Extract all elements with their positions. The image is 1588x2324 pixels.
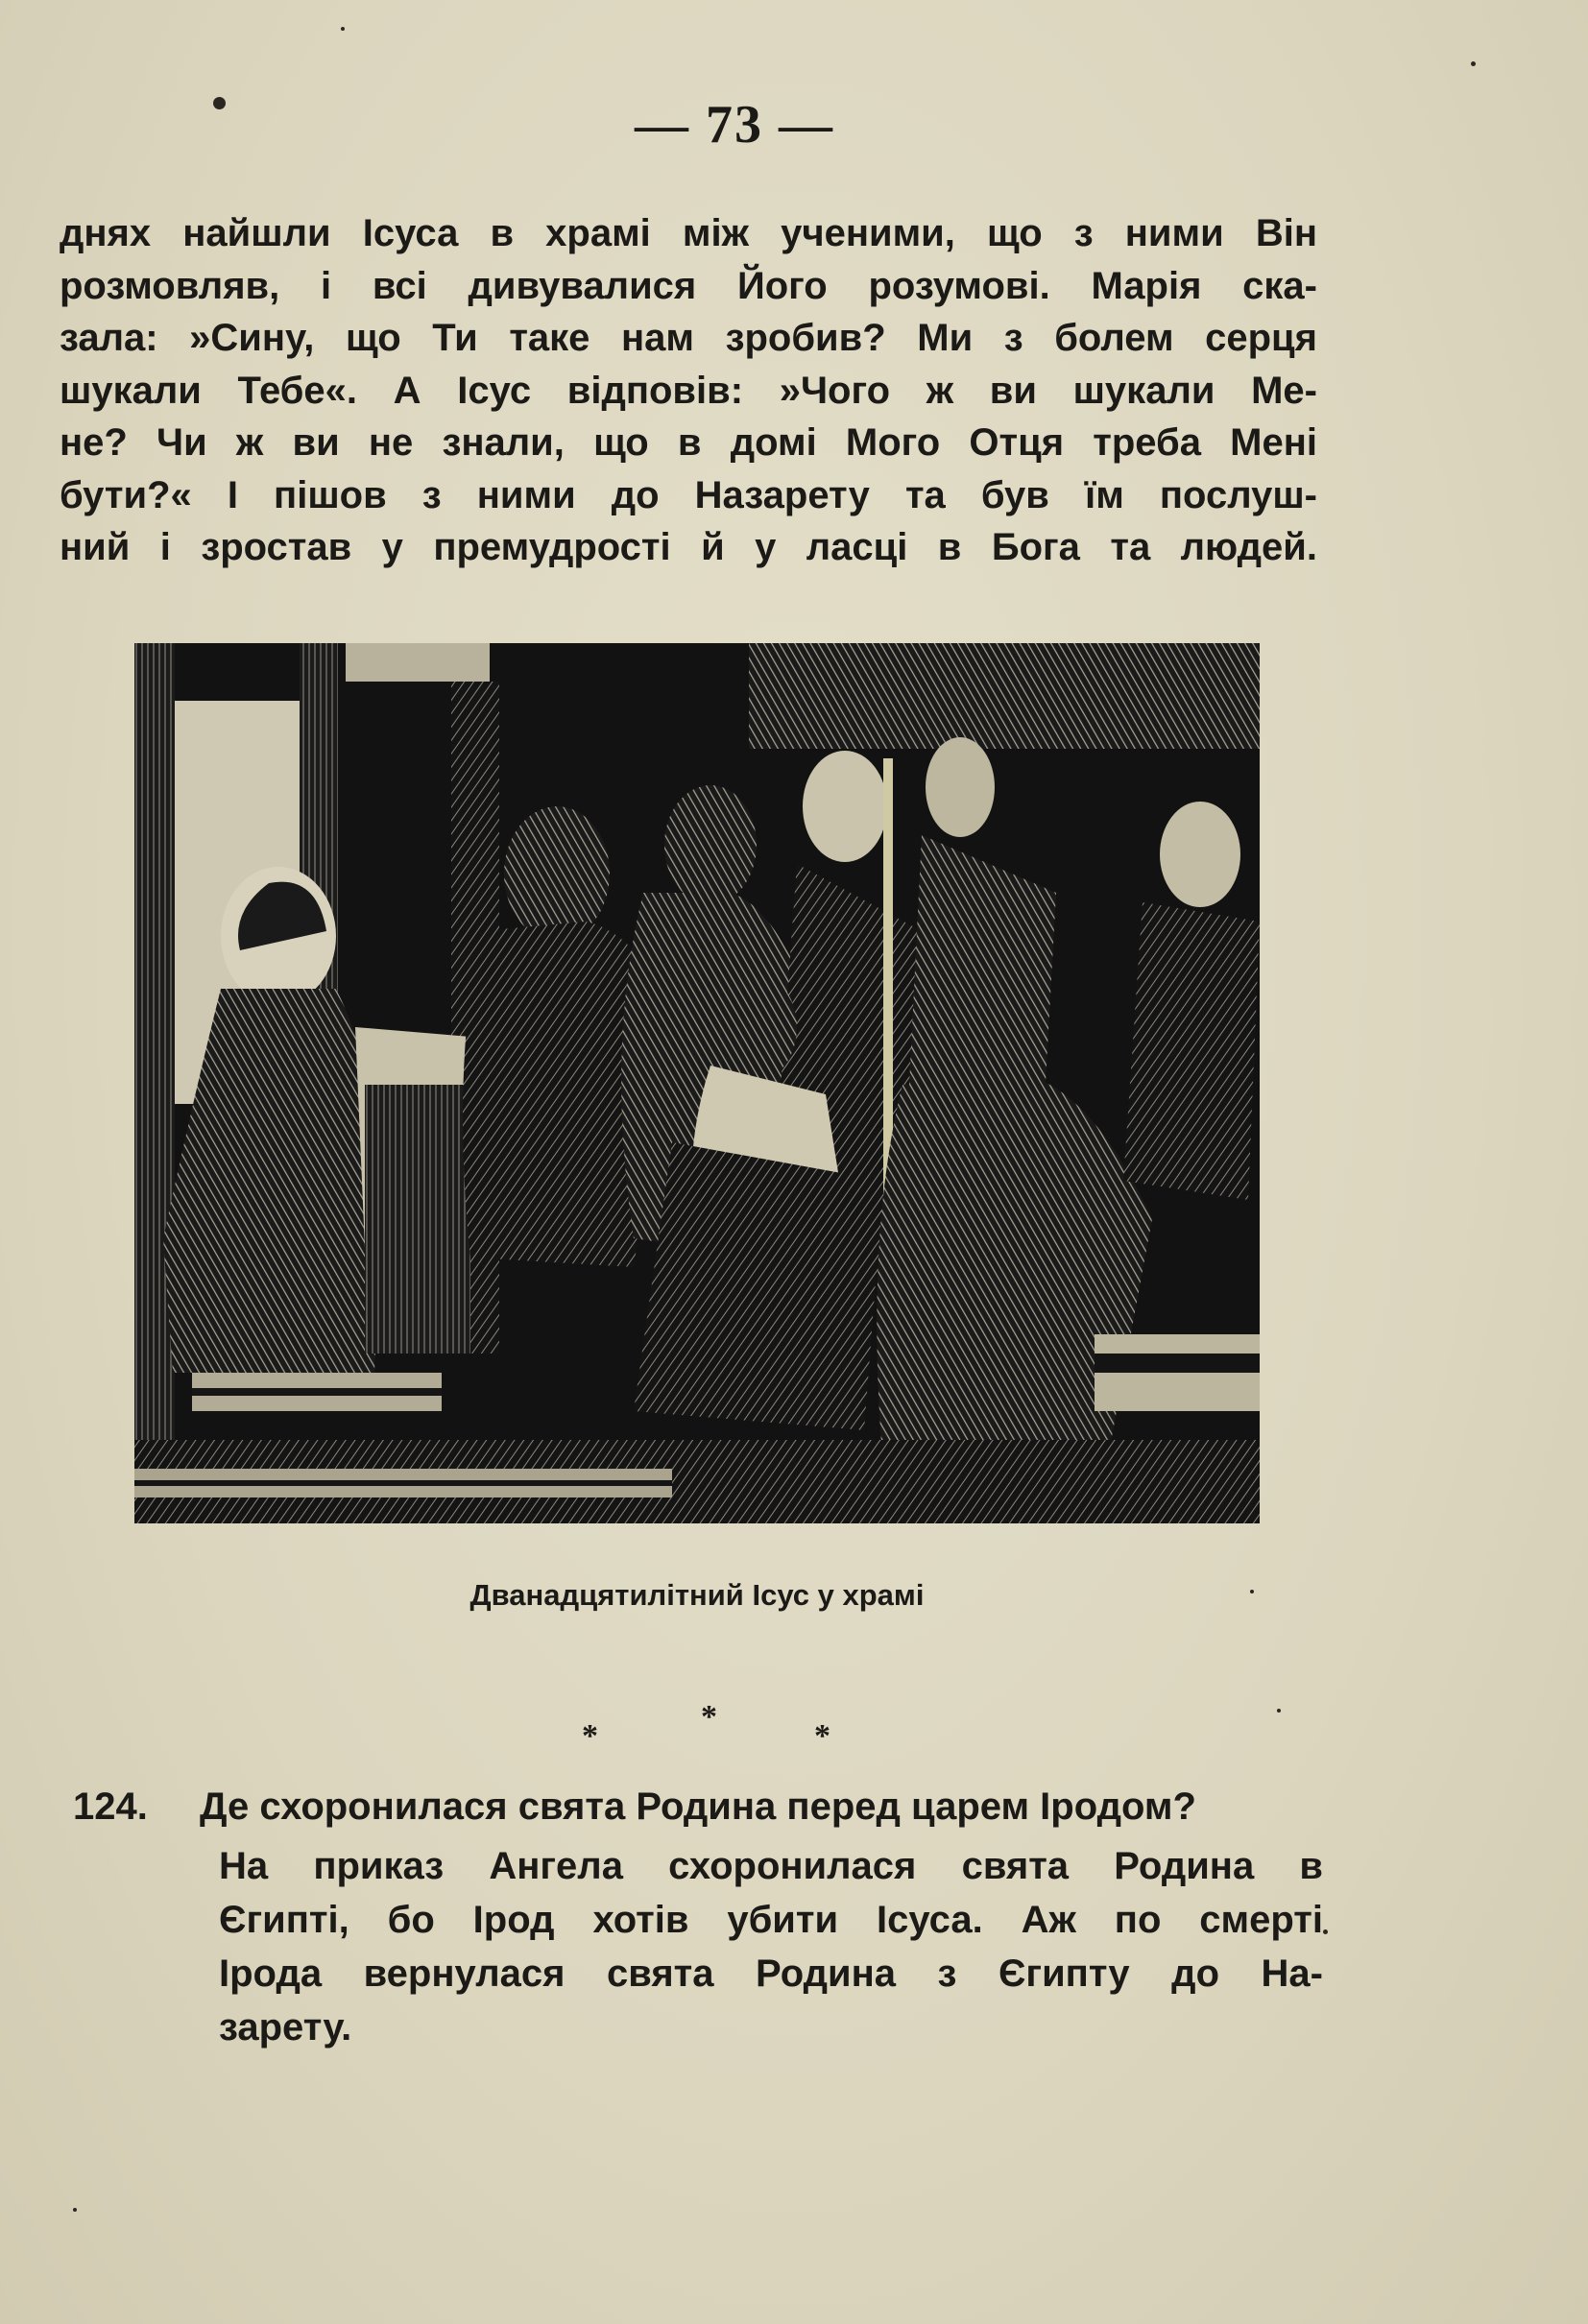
- answer-paragraph: [219, 1839, 1323, 2054]
- engraving-illustration: [134, 643, 1260, 1523]
- dust-speck: [1277, 1709, 1281, 1713]
- answer-line: На приказ Ангела схоронилася свята Родина в: [219, 1845, 1323, 1887]
- paragraph-line: шукали Тебе«. А Ісус відповів: »Чого ж ви шукали Ме-: [60, 369, 1317, 412]
- question-text: Де схоронилася свята Родина перед царем Іродом?: [200, 1785, 1196, 1828]
- answer-line: зарету.: [219, 2006, 352, 2048]
- paragraph-line: не? Чи ж ви не знали, що в домі Мого Отця треба Мені: [60, 421, 1317, 464]
- dust-speck: [73, 2208, 77, 2212]
- separator-star: *: [582, 1718, 598, 1754]
- separator-star: *: [701, 1699, 717, 1735]
- answer-line: Єгипті, бо Ірод хотів убити Ісуса. Аж по смерті: [219, 1899, 1323, 1941]
- paragraph-line: бути?« І пішов з ними до Назарету та був їм послуш-: [60, 473, 1317, 516]
- dust-speck: [1471, 61, 1476, 66]
- dust-speck: [1323, 1929, 1328, 1934]
- answer-line: Ірода вернулася свята Родина з Єгипту до На-: [219, 1953, 1323, 1995]
- section-separator: [566, 1701, 854, 1759]
- question-number: 124.: [73, 1785, 148, 1828]
- engraving-drawing: [134, 643, 1260, 1523]
- illustration-caption: Дванадцятилітний Ісус у храмі: [469, 1578, 925, 1612]
- dust-speck: [341, 27, 345, 31]
- paragraph-line: ний і зростав у премудрості й у ласці в Бога та людей.: [60, 526, 1317, 568]
- question-heading: [73, 1787, 1331, 1826]
- paragraph-line: зала: »Сину, що Ти таке нам зробив? Ми з болем серця: [60, 317, 1317, 359]
- paragraph-line: днях найшли Ісуса в храмі між ученими, що з ними Він: [60, 212, 1317, 254]
- page-number: — 73 —: [635, 95, 834, 155]
- separator-star: *: [814, 1718, 830, 1754]
- paragraph: [60, 207, 1317, 574]
- paragraph-line: розмовляв, і всі дивувалися Його розумові. Марія ска-: [60, 264, 1317, 307]
